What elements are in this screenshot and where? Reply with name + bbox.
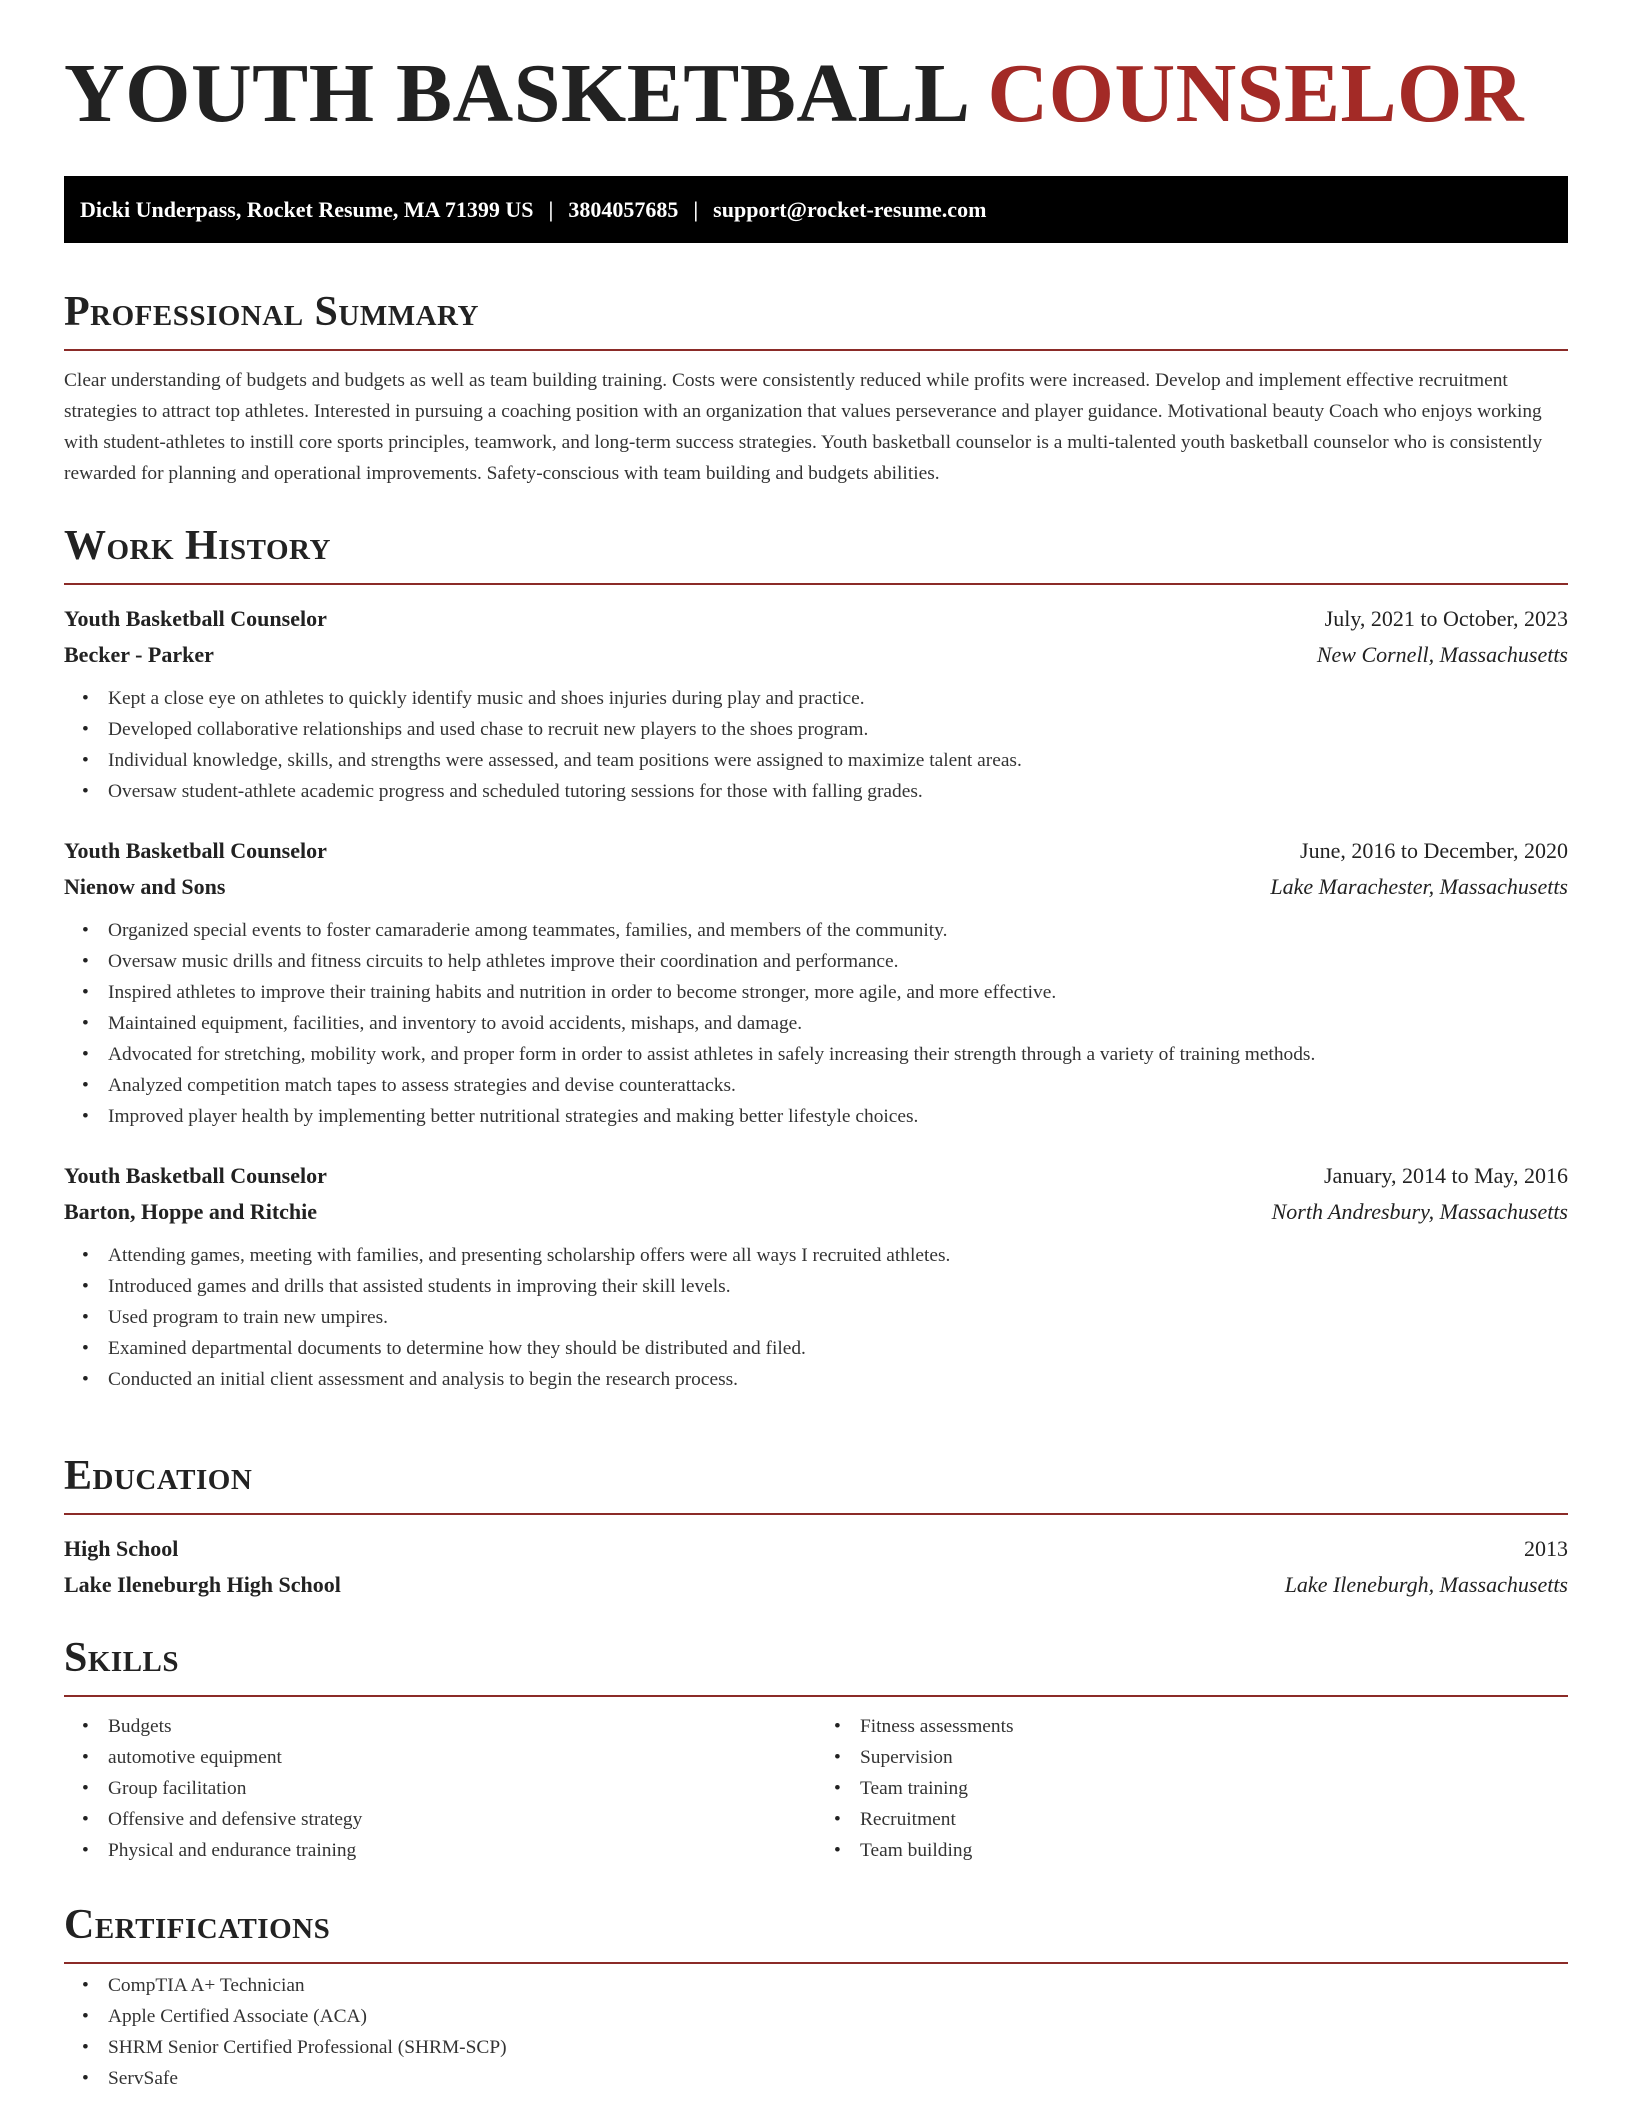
education-school: Lake Ileneburgh High School bbox=[64, 1572, 341, 1597]
list-item: • ServSafe bbox=[108, 2063, 1568, 2094]
list-item: • Group facilitation bbox=[108, 1773, 816, 1804]
education-header-row bbox=[64, 1531, 1568, 1567]
list-item: • Fitness assessments bbox=[860, 1711, 1568, 1742]
education-section bbox=[64, 1455, 1568, 1603]
education-location: Lake Ileneburgh, Massachusetts bbox=[1284, 1572, 1568, 1597]
certifications-list bbox=[64, 1970, 1568, 2094]
skills-grid bbox=[64, 1701, 1568, 1866]
job-bullets bbox=[64, 915, 1568, 1132]
list-item: • Offensive and defensive strategy bbox=[108, 1804, 816, 1835]
job-location: Lake Marachester, Massachusetts bbox=[1270, 874, 1568, 899]
contact-phone[interactable]: 3804057685 bbox=[568, 196, 679, 222]
job-company: Becker - Parker bbox=[64, 642, 214, 667]
list-item: • Developed collaborative relationships and used chase to recruit new players to the shoes program. bbox=[108, 714, 1568, 745]
section-divider bbox=[64, 1695, 1568, 1697]
contact-email[interactable]: support@rocket-resume.com bbox=[713, 196, 987, 222]
job-dates: January, 2014 to May, 2016 bbox=[1324, 1163, 1568, 1188]
list-item: • Apple Certified Associate (ACA) bbox=[108, 2001, 1568, 2032]
list-item: • Oversaw student-athlete academic progress and scheduled tutoring sessions for those with falling grades. bbox=[108, 776, 1568, 807]
section-divider bbox=[64, 583, 1568, 585]
contact-address: Dicki Underpass, Rocket Resume, MA 71399 US bbox=[80, 196, 534, 222]
list-item: • CompTIA A+ Technician bbox=[108, 1970, 1568, 2001]
list-item: • Used program to train new umpires. bbox=[108, 1302, 1568, 1333]
job-company-row bbox=[64, 1194, 1568, 1230]
skills-list-left bbox=[64, 1711, 816, 1866]
job-entry bbox=[64, 833, 1568, 1132]
section-heading: Professional Summary bbox=[64, 289, 479, 335]
title-part2: COUNSELOR bbox=[987, 47, 1525, 140]
job-location: New Cornell, Massachusetts bbox=[1316, 642, 1568, 667]
education-year: 2013 bbox=[1524, 1536, 1568, 1561]
job-header-row bbox=[64, 601, 1568, 637]
contact-separator: | bbox=[548, 196, 554, 222]
skills-section bbox=[64, 1637, 1568, 1866]
job-company: Barton, Hoppe and Ritchie bbox=[64, 1199, 318, 1224]
certifications-section bbox=[64, 1904, 1568, 2094]
job-bullets bbox=[64, 1240, 1568, 1395]
list-item: • Inspired athletes to improve their training habits and nutrition in order to become stronger, more agile, and more effective. bbox=[108, 977, 1568, 1008]
job-entry bbox=[64, 601, 1568, 807]
list-item: • Organized special events to foster camaraderie among teammates, families, and members of the community. bbox=[108, 915, 1568, 946]
section-heading: Work History bbox=[64, 523, 331, 569]
job-header-row bbox=[64, 1158, 1568, 1194]
job-company-row bbox=[64, 637, 1568, 673]
job-title: Youth Basketball Counselor bbox=[64, 606, 327, 631]
list-item: • automotive equipment bbox=[108, 1742, 816, 1773]
job-location: North Andresbury, Massachusetts bbox=[1271, 1199, 1568, 1224]
job-entry bbox=[64, 1158, 1568, 1395]
section-divider bbox=[64, 1513, 1568, 1515]
title-part1: YOUTH BASKETBALL bbox=[64, 47, 966, 140]
list-item: • Physical and endurance training bbox=[108, 1835, 816, 1866]
list-item: • Advocated for stretching, mobility work, and proper form in order to assist athletes in safely increasing their strength through a variety of training methods. bbox=[108, 1039, 1568, 1070]
job-company-row bbox=[64, 869, 1568, 905]
job-title: Youth Basketball Counselor bbox=[64, 1163, 327, 1188]
list-item: • Maintained equipment, facilities, and inventory to avoid accidents, mishaps, and damage. bbox=[108, 1008, 1568, 1039]
list-item: • Examined departmental documents to determine how they should be distributed and filed. bbox=[108, 1333, 1568, 1364]
list-item: • SHRM Senior Certified Professional (SHRM-SCP) bbox=[108, 2032, 1568, 2063]
list-item: • Supervision bbox=[860, 1742, 1568, 1773]
summary-text: Clear understanding of budgets and budgets as well as team building training. Costs were consistently reduced while profits were increased. Develop and implement effective recruitment strategies to attract top athletes. Interested in pursuing a coaching position with an organization that values perseverance and player guidance. Motivational beauty Coach who enjoys working with student-athletes to instill core sports principles, teamwork, and long-term success strategies. Youth basketball counselor is a multi-talented youth basketball counselor who is consistently rewarded for planning and operational improvements. Safety-conscious with team building and budgets abilities. bbox=[64, 370, 1543, 484]
skills-list-right bbox=[816, 1711, 1568, 1866]
list-item: • Team building bbox=[860, 1835, 1568, 1866]
education-degree: High School bbox=[64, 1536, 179, 1561]
list-item: • Improved player health by implementing better nutritional strategies and making better lifestyle choices. bbox=[108, 1101, 1568, 1132]
job-company: Nienow and Sons bbox=[64, 874, 226, 899]
section-heading: Certifications bbox=[64, 1902, 331, 1948]
list-item: • Attending games, meeting with families, and presenting scholarship offers were all ways I recruited athletes. bbox=[108, 1240, 1568, 1271]
work-history-section bbox=[64, 525, 1568, 1395]
list-item: • Analyzed competition match tapes to assess strategies and devise counterattacks. bbox=[108, 1070, 1568, 1101]
job-dates: July, 2021 to October, 2023 bbox=[1324, 606, 1568, 631]
list-item: • Oversaw music drills and fitness circuits to help athletes improve their coordination and performance. bbox=[108, 946, 1568, 977]
job-dates: June, 2016 to December, 2020 bbox=[1300, 838, 1568, 863]
job-header-row bbox=[64, 833, 1568, 869]
section-heading: Education bbox=[64, 1453, 253, 1499]
section-heading: Skills bbox=[64, 1635, 180, 1681]
section-divider bbox=[64, 1962, 1568, 1964]
summary-section bbox=[64, 291, 1568, 489]
page-title bbox=[64, 47, 1525, 140]
contact-separator: | bbox=[693, 196, 699, 222]
list-item: • Individual knowledge, skills, and strengths were assessed, and team positions were assigned to maximize talent areas. bbox=[108, 745, 1568, 776]
list-item: • Kept a close eye on athletes to quickly identify music and shoes injuries during play and practice. bbox=[108, 683, 1568, 714]
job-title: Youth Basketball Counselor bbox=[64, 838, 327, 863]
list-item: • Budgets bbox=[108, 1711, 816, 1742]
section-divider bbox=[64, 349, 1568, 351]
list-item: • Team training bbox=[860, 1773, 1568, 1804]
job-bullets bbox=[64, 683, 1568, 807]
list-item: • Conducted an initial client assessment and analysis to begin the research process. bbox=[108, 1364, 1568, 1395]
list-item: • Recruitment bbox=[860, 1804, 1568, 1835]
contact-bar bbox=[64, 176, 1568, 243]
list-item: • Introduced games and drills that assisted students in improving their skill levels. bbox=[108, 1271, 1568, 1302]
education-school-row bbox=[64, 1567, 1568, 1603]
